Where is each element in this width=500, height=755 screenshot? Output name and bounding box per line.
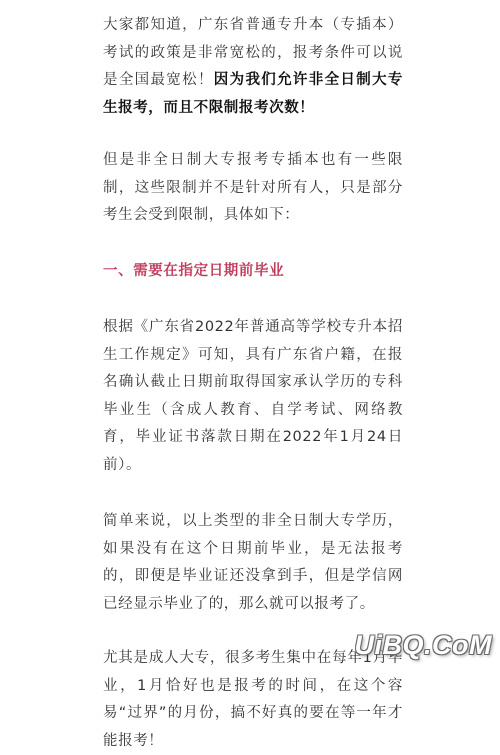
intro-paragraph: [103, 12, 403, 122]
section-heading: 一、需要在指定日期前毕业: [103, 262, 285, 279]
intro-bold-text: 因为我们允许非全日制大专生报考，而且不限制报考次数！: [103, 72, 403, 116]
restriction-paragraph: 但是非全日制大专报考专插本也有一些限制，这些限制并不是针对所有人，只是部分考生会受到限制，具体如下：: [103, 152, 403, 223]
adult-college-paragraph: 尤其是成人大专，很多考生集中在每年1月毕业，1月恰好也是报考的时间，在这个容易“过界”的月份，搞不好真的要在等一年才能报考！: [103, 650, 403, 749]
intro-text: 大家都知道，广东省普通专升本（专插本）考试的政策是非常宽松的，报考条件可以说是全国最宽松！: [103, 17, 403, 88]
regulation-paragraph: 根据《广东省2022年普通高等学校专升本招生工作规定》可知，具有广东省户籍，在报名确认截止日期前取得国家承认学历的专科毕业生（含成人教育、自学考试、网络教育，毕业证书落款日期在2022年1月24日前）。: [103, 319, 403, 473]
site-watermark: UiBQ.CoM: [354, 630, 492, 660]
explanation-paragraph: 简单来说，以上类型的非全日制大专学历，如果没有在这个日期前毕业，是无法报考的，即便是毕业证还没拿到手，但是学信网已经显示毕业了的，那么就可以报考了。: [103, 513, 403, 612]
